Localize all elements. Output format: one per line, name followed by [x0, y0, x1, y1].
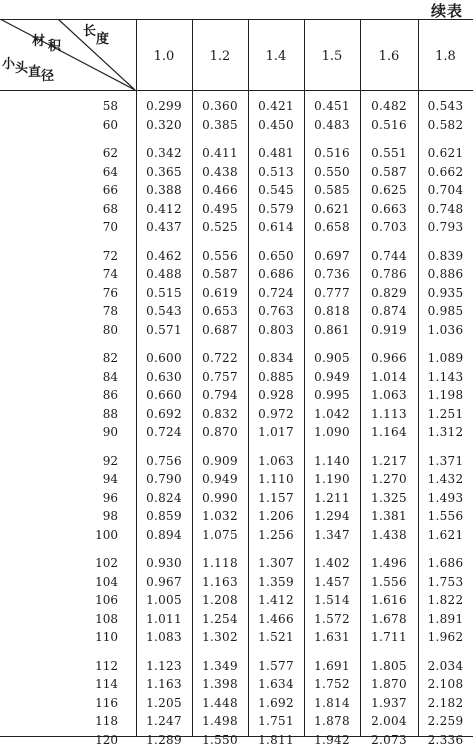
table-cell-volume: 1.577	[258, 658, 294, 673]
table-cell-volume: 0.786	[371, 267, 407, 281]
table-cell-volume: 1.398	[202, 677, 238, 691]
row-diameter: 94	[102, 472, 118, 486]
table-cell-volume: 0.829	[371, 285, 407, 300]
table-cell-volume: 1.163	[146, 677, 182, 691]
table-cell-volume: 1.616	[371, 593, 407, 607]
table-cell-volume: 1.270	[371, 472, 407, 486]
row-diameter: 82	[102, 351, 118, 365]
row-diameter: 68	[102, 201, 118, 216]
table-cell-volume: 1.550	[202, 732, 238, 747]
table-cell-volume: 0.859	[146, 509, 182, 523]
table-cell-volume: 1.634	[258, 677, 294, 691]
row-diameter: 72	[102, 248, 118, 263]
row-diameter: 64	[102, 164, 118, 179]
table-cell-volume: 1.110	[258, 472, 294, 486]
table-cell-volume: 1.805	[371, 658, 407, 673]
table-cell-volume: 1.556	[371, 574, 407, 589]
row-diameter: 96	[102, 490, 118, 505]
row-diameter: 98	[102, 509, 118, 523]
row-diameter: 110	[95, 630, 118, 644]
table-cell-volume: 1.302	[202, 630, 238, 644]
header-diagonal-lines	[0, 19, 136, 91]
row-diameter: 102	[95, 556, 118, 570]
table-cell-volume: 1.312	[427, 425, 464, 439]
table-cell-volume: 0.388	[146, 183, 182, 197]
row-diameter: 106	[95, 593, 118, 607]
row-diameter: 116	[95, 695, 118, 710]
table-cell-volume: 1.005	[146, 593, 182, 607]
table-cell-volume: 1.811	[258, 732, 294, 747]
table-cell-volume: 0.571	[146, 322, 182, 337]
table-cell-volume: 2.073	[371, 732, 407, 747]
table-cell-volume: 0.582	[427, 117, 464, 132]
row-diameter: 114	[95, 677, 118, 691]
row-diameter: 60	[102, 117, 118, 132]
table-cell-volume: 0.515	[146, 285, 182, 300]
table-cell-volume: 1.493	[427, 490, 464, 505]
row-diameter: 66	[102, 183, 118, 197]
table-cell-volume: 1.937	[371, 695, 407, 710]
table-cell-volume: 0.587	[371, 164, 407, 179]
table-cell-volume: 0.360	[202, 99, 238, 113]
table-cell-volume: 0.663	[371, 201, 407, 216]
row-diameter: 80	[102, 322, 118, 337]
table-cell-volume: 1.942	[314, 732, 350, 747]
table-cell-volume: 1.014	[371, 369, 407, 384]
row-diameter: 58	[102, 99, 118, 113]
table-cell-volume: 0.658	[314, 220, 350, 234]
table-cell-volume: 0.744	[371, 248, 407, 263]
table-cell-volume: 0.516	[314, 146, 350, 160]
table-cell-volume: 0.928	[258, 388, 294, 402]
table-cell-volume: 1.307	[258, 556, 294, 570]
table-cell-volume: 0.451	[314, 99, 350, 113]
table-cell-volume: 1.063	[371, 388, 407, 402]
table-cell-volume: 1.157	[258, 490, 294, 505]
table-cell-volume: 1.042	[314, 406, 350, 421]
row-diameter: 118	[95, 714, 118, 728]
column-header-length: 1.4	[265, 49, 287, 64]
table-cell-volume: 1.692	[258, 695, 294, 710]
table-cell-volume: 1.294	[314, 509, 350, 523]
column-header-length: 1.6	[378, 49, 400, 64]
table-cell-volume: 0.824	[146, 490, 182, 505]
table-cell-volume: 1.011	[146, 611, 182, 626]
table-cell-volume: 1.140	[314, 453, 350, 468]
table-cell-volume: 2.336	[427, 732, 464, 747]
table-cell-volume: 0.724	[258, 285, 294, 300]
row-diameter: 92	[102, 453, 118, 468]
table-cell-volume: 0.437	[146, 220, 182, 234]
table-cell-volume: 1.521	[258, 630, 294, 644]
table-cell-volume: 0.894	[146, 527, 182, 542]
table-cell-volume: 0.450	[258, 117, 294, 132]
table-cell-volume: 1.878	[314, 714, 350, 728]
table-cell-volume: 1.347	[314, 527, 350, 542]
row-diameter: 78	[102, 304, 118, 318]
table-cell-volume: 1.211	[314, 490, 350, 505]
table-cell-volume: 1.402	[314, 556, 350, 570]
table-cell-volume: 1.686	[427, 556, 464, 570]
table-cell-volume: 0.516	[371, 117, 407, 132]
table-cell-volume: 0.919	[371, 322, 407, 337]
table-cell-volume: 2.004	[371, 714, 407, 728]
table-cell-volume: 1.962	[427, 630, 464, 644]
table-cell-volume: 0.342	[146, 146, 182, 160]
table-cell-volume: 0.686	[258, 267, 294, 281]
table-cell-volume: 0.585	[314, 183, 350, 197]
table-cell-volume: 0.600	[146, 351, 182, 365]
table-continued-title: 续表	[430, 2, 463, 20]
table-cell-volume: 0.551	[371, 146, 407, 160]
table-cell-volume: 0.488	[146, 267, 182, 281]
table-cell-volume: 0.861	[314, 322, 350, 337]
table-cell-volume: 0.614	[258, 220, 294, 234]
table-cell-volume: 1.457	[314, 574, 350, 589]
table-cell-volume: 1.412	[258, 593, 294, 607]
table-cell-volume: 1.371	[427, 453, 464, 468]
table-cell-volume: 1.822	[427, 593, 464, 607]
table-cell-volume: 0.763	[258, 304, 294, 318]
table-cell-volume: 0.687	[202, 322, 238, 337]
table-cell-volume: 1.083	[146, 630, 182, 644]
table-cell-volume: 1.556	[427, 509, 464, 523]
table-cell-volume: 0.905	[314, 351, 350, 365]
column-rule	[418, 19, 419, 736]
table-cell-volume: 1.036	[427, 322, 464, 337]
table-cell-volume: 0.972	[258, 406, 294, 421]
table-cell-volume: 0.793	[427, 220, 464, 234]
table-cell-volume: 0.619	[202, 285, 238, 300]
table-cell-volume: 1.163	[202, 574, 238, 589]
table-cell-volume: 0.724	[146, 425, 182, 439]
table-cell-volume: 0.990	[202, 490, 238, 505]
row-diameter: 88	[102, 406, 118, 421]
table-cell-volume: 1.090	[314, 425, 350, 439]
table-cell-volume: 0.545	[258, 183, 294, 197]
column-rule	[360, 19, 361, 736]
table-cell-volume: 1.089	[427, 351, 464, 365]
row-diameter: 86	[102, 388, 118, 402]
header-char: 长	[83, 24, 97, 39]
table-cell-volume: 0.660	[146, 388, 182, 402]
column-header-length: 1.8	[435, 49, 456, 64]
table-cell-volume: 0.587	[202, 267, 238, 281]
row-diameter: 108	[95, 611, 118, 626]
table-cell-volume: 1.572	[314, 611, 350, 626]
table-cell-volume: 0.543	[146, 304, 182, 318]
table-cell-volume: 0.550	[314, 164, 350, 179]
table-cell-volume: 2.182	[427, 695, 464, 710]
table-cell-volume: 0.839	[427, 248, 464, 263]
column-header-length: 1.2	[209, 49, 231, 64]
table-cell-volume: 2.259	[427, 714, 464, 728]
table-cell-volume: 0.909	[202, 453, 238, 468]
table-cell-volume: 0.966	[371, 351, 407, 365]
table-cell-volume: 0.513	[258, 164, 294, 179]
table-cell-volume: 1.206	[258, 509, 294, 523]
table-cell-volume: 0.650	[258, 248, 294, 263]
table-cell-volume: 1.631	[314, 630, 350, 644]
table-cell-volume: 0.421	[258, 99, 294, 113]
table-cell-volume: 0.935	[427, 285, 464, 300]
table-cell-volume: 1.032	[202, 509, 238, 523]
table-cell-volume: 0.662	[427, 164, 464, 179]
table-cell-volume: 0.525	[202, 220, 238, 234]
table-cell-volume: 0.967	[146, 574, 182, 589]
table-cell-volume: 1.498	[202, 714, 238, 728]
table-cell-volume: 0.579	[258, 201, 294, 216]
table-cell-volume: 1.711	[371, 630, 407, 644]
table-cell-volume: 1.017	[258, 425, 294, 439]
table-cell-volume: 0.794	[202, 388, 238, 402]
table-cell-volume: 0.703	[371, 220, 407, 234]
table-cell-volume: 0.949	[314, 369, 350, 384]
table-cell-volume: 1.143	[427, 369, 464, 384]
table-cell-volume: 0.299	[146, 99, 182, 113]
table-cell-volume: 1.691	[314, 658, 350, 673]
table-cell-volume: 1.438	[371, 527, 407, 542]
table-cell-volume: 1.247	[146, 714, 182, 728]
volume-table	[0, 19, 473, 747]
table-cell-volume: 0.482	[371, 99, 407, 113]
column-header-length: 1.0	[153, 49, 175, 64]
column-rule	[136, 19, 137, 736]
table-cell-volume: 1.514	[314, 593, 350, 607]
table-cell-volume: 0.736	[314, 267, 350, 281]
table-cell-volume: 1.814	[314, 695, 350, 710]
table-cell-volume: 0.704	[427, 183, 464, 197]
table-cell-volume: 0.756	[146, 453, 182, 468]
row-diameter: 76	[102, 285, 118, 300]
row-diameter: 112	[95, 658, 118, 673]
table-cell-volume: 0.777	[314, 285, 350, 300]
row-diameter: 62	[102, 146, 118, 160]
table-cell-volume: 1.164	[371, 425, 407, 439]
table-cell-volume: 1.113	[371, 406, 407, 421]
table-cell-volume: 1.359	[258, 574, 294, 589]
table-cell-volume: 1.891	[427, 611, 464, 626]
row-diameter: 90	[102, 425, 118, 439]
row-diameter: 100	[95, 527, 118, 542]
table-cell-volume: 1.325	[371, 490, 407, 505]
table-cell-volume: 1.205	[146, 695, 182, 710]
table-cell-volume: 1.254	[202, 611, 238, 626]
table-cell-volume: 1.466	[258, 611, 294, 626]
table-cell-volume: 0.466	[202, 183, 238, 197]
header-char: 直	[28, 65, 42, 80]
table-cell-volume: 1.448	[202, 695, 238, 710]
table-cell-volume: 0.949	[202, 472, 238, 486]
table-cell-volume: 1.621	[427, 527, 464, 542]
column-header-length: 1.5	[321, 49, 343, 64]
table-cell-volume: 0.365	[146, 164, 182, 179]
table-cell-volume: 1.198	[427, 388, 464, 402]
table-cell-volume: 2.034	[427, 658, 464, 673]
column-rule	[248, 19, 249, 736]
header-char: 径	[41, 69, 55, 84]
table-cell-volume: 1.289	[146, 732, 182, 747]
table-cell-volume: 0.722	[202, 351, 238, 365]
table-cell-volume: 0.483	[314, 117, 350, 132]
table-cell-volume: 0.411	[202, 146, 238, 160]
table-cell-volume: 0.653	[202, 304, 238, 318]
table-cell-volume: 0.874	[371, 304, 407, 318]
table-cell-volume: 0.495	[202, 201, 238, 216]
table-cell-volume: 0.803	[258, 322, 294, 337]
table-cell-volume: 0.790	[146, 472, 182, 486]
header-char: 头	[15, 61, 29, 76]
table-cell-volume: 1.118	[202, 556, 238, 570]
table-cell-volume: 0.834	[258, 351, 294, 365]
table-cell-volume: 0.556	[202, 248, 238, 263]
table-cell-volume: 0.748	[427, 201, 464, 216]
header-char: 小	[2, 57, 16, 72]
table-cell-volume: 0.630	[146, 369, 182, 384]
table-cell-volume: 0.930	[146, 556, 182, 570]
row-diameter: 84	[102, 369, 118, 384]
table-cell-volume: 2.108	[427, 677, 464, 691]
table-cell-volume: 0.621	[427, 146, 464, 160]
table-cell-volume: 1.190	[314, 472, 350, 486]
table-cell-volume: 1.208	[202, 593, 238, 607]
table-cell-volume: 0.697	[314, 248, 350, 263]
table-cell-volume: 1.251	[427, 406, 464, 421]
table-cell-volume: 0.995	[314, 388, 350, 402]
table-cell-volume: 0.621	[314, 201, 350, 216]
table-cell-volume: 1.752	[314, 677, 350, 691]
table-cell-volume: 0.320	[146, 117, 182, 132]
row-diameter: 70	[102, 220, 118, 234]
table-cell-volume: 0.438	[202, 164, 238, 179]
table-cell-volume: 0.886	[427, 267, 464, 281]
table-cell-volume: 1.870	[371, 677, 407, 691]
table-cell-volume: 0.885	[258, 369, 294, 384]
table-cell-volume: 1.256	[258, 527, 294, 542]
table-cell-volume: 1.217	[371, 453, 407, 468]
table-cell-volume: 1.063	[258, 453, 294, 468]
header-char: 度	[96, 32, 110, 47]
table-cell-volume: 0.870	[202, 425, 238, 439]
table-cell-volume: 0.692	[146, 406, 182, 421]
table-cell-volume: 1.349	[202, 658, 238, 673]
table-cell-volume: 1.751	[258, 714, 294, 728]
table-cell-volume: 1.123	[146, 658, 182, 673]
table-cell-volume: 1.075	[202, 527, 238, 542]
column-rule	[304, 19, 305, 736]
column-rule	[192, 19, 193, 736]
table-cell-volume: 1.381	[371, 509, 407, 523]
table-cell-volume: 1.496	[371, 556, 407, 570]
table-cell-volume: 0.412	[146, 201, 182, 216]
table-cell-volume: 0.832	[202, 406, 238, 421]
table-cell-volume: 0.543	[427, 99, 464, 113]
row-diameter: 120	[95, 732, 118, 747]
row-diameter: 104	[95, 574, 118, 589]
header-char: 材	[32, 34, 46, 49]
table-cell-volume: 0.481	[258, 146, 294, 160]
table-cell-volume: 0.757	[202, 369, 238, 384]
table-cell-volume: 0.818	[314, 304, 350, 318]
header-char: 积	[48, 39, 62, 54]
table-cell-volume: 1.753	[427, 574, 464, 589]
table-cell-volume: 0.462	[146, 248, 182, 263]
table-cell-volume: 0.385	[202, 117, 238, 132]
table-cell-volume: 1.678	[371, 611, 407, 626]
table-cell-volume: 0.985	[427, 304, 464, 318]
table-cell-volume: 0.625	[371, 183, 407, 197]
row-diameter: 74	[102, 267, 118, 281]
table-cell-volume: 1.432	[427, 472, 464, 486]
